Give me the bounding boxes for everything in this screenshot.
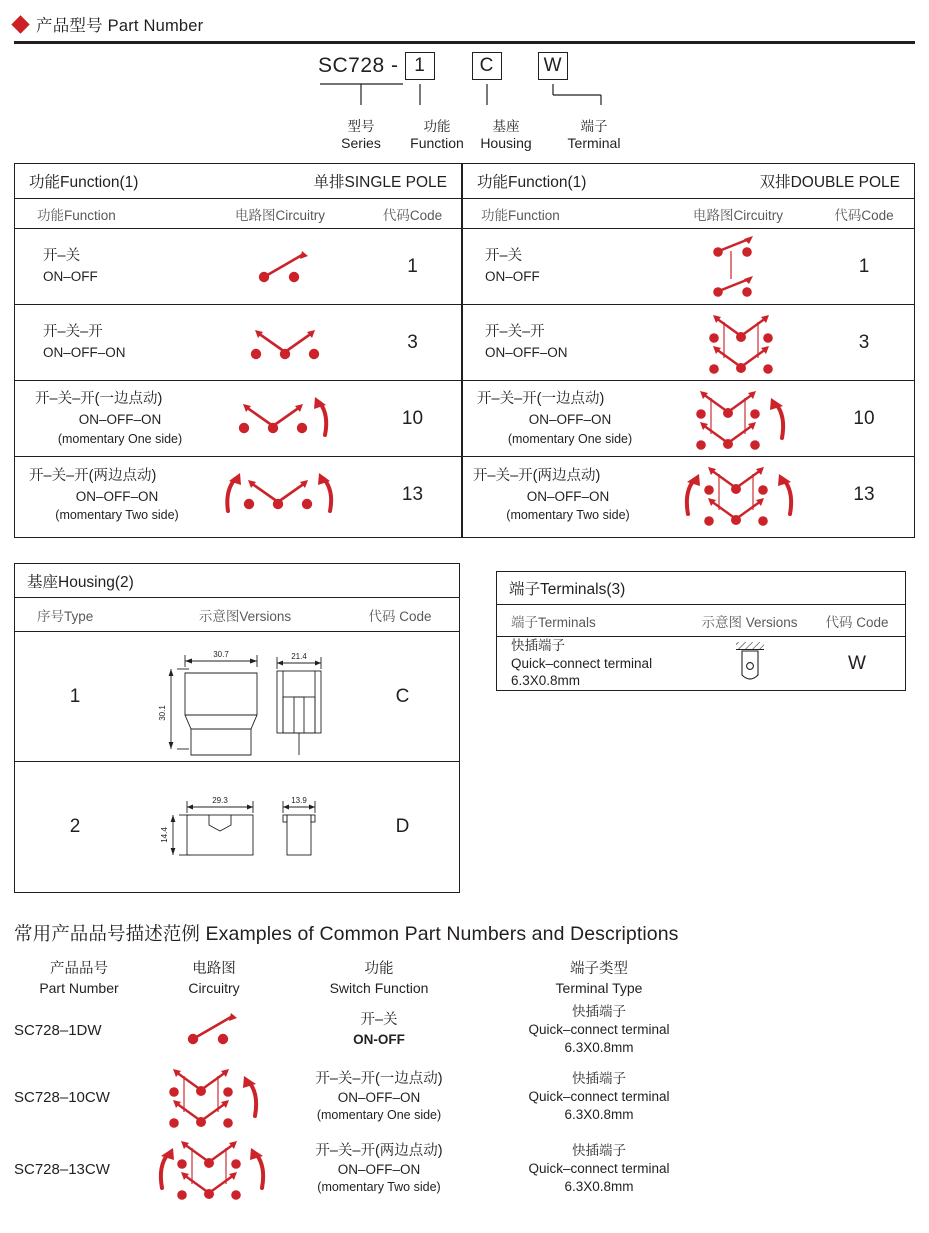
column-header-versions: 示意图Versions [198, 608, 292, 624]
function-label-en: ON–OFF [485, 269, 540, 285]
column-header-terminals: 端子Terminals [511, 614, 596, 630]
column-header-function: 功能Function [37, 207, 116, 223]
part-number-label-terminal: 端子 Terminal [567, 119, 621, 152]
table-column-headers [15, 199, 461, 229]
housing-drawing-type-2 [135, 777, 350, 877]
function-code: 1 [407, 255, 418, 277]
function-label-cn: 开–关 [43, 248, 81, 265]
housing-dim-side: 13.9 [290, 796, 307, 805]
column-header-versions: 示意图 Versions [701, 614, 798, 630]
function-label-en: ON–OFF–ON [526, 488, 610, 504]
function-label-cn: 开–关–开(一边点动) [477, 391, 605, 408]
terminal-size: 6.3X0.8mm [511, 673, 581, 689]
function-label-cn: 开–关–开(一边点动) [35, 391, 163, 408]
part-number-breakdown [318, 52, 648, 152]
examples-section [14, 920, 904, 1205]
table-column-headers [15, 598, 459, 632]
table-column-headers [463, 199, 914, 229]
function-code: 13 [401, 484, 424, 505]
example-row [14, 1133, 904, 1205]
section-header [14, 12, 915, 44]
function-label-note: (momentary One side) [507, 431, 633, 446]
column-header-circuitry: 电路图Circuitry [693, 207, 783, 223]
housing-code: C [395, 685, 410, 707]
column-header-switch-function: 功能 Switch Function [329, 961, 429, 996]
column-header-circuitry: 电路图 Circuitry [188, 961, 240, 996]
example-function: 开–关–开(两边点动) ON–OFF–ON (momentary Two side) [315, 1142, 443, 1195]
table-title [15, 564, 459, 598]
function-label-cn: 开–关–开 [485, 324, 545, 341]
table-row [15, 632, 459, 762]
function-label-en: ON–OFF–ON [43, 345, 126, 361]
housing-dim-height: 30.1 [157, 704, 167, 721]
circuit-diagram-double-on-off-on [663, 310, 818, 376]
column-header-type: 序号Type [37, 608, 94, 624]
part-number-label-housing: 基座 Housing [480, 119, 532, 152]
header-divider [14, 41, 915, 44]
function-label-cn: 开–关 [485, 248, 523, 265]
example-function: 开–关–开(一边点动) ON–OFF–ON (momentary One side) [315, 1070, 443, 1123]
function-label-en: ON–OFF–ON [78, 412, 162, 428]
function-code: 13 [853, 484, 875, 505]
example-function: 开–关 ON-OFF [353, 1012, 405, 1047]
function-label-en: ON–OFF [43, 269, 98, 285]
example-part-number: SC728–1DW [14, 1021, 102, 1039]
table-title [497, 572, 905, 605]
housing-dim-width: 29.3 [211, 796, 228, 805]
terminals-table [496, 571, 906, 691]
table-row [15, 229, 461, 305]
function-label-note: (momentary Two side) [55, 508, 179, 523]
example-part-number: SC728–13CW [14, 1160, 110, 1178]
column-header-part-number: 产品品号 Part Number [39, 961, 119, 996]
function-label-en: ON–OFF–ON [528, 412, 612, 428]
function-code: 10 [401, 407, 424, 429]
circuit-diagram-double-on-off [663, 235, 818, 299]
terminal-code: W [848, 652, 866, 674]
column-header-code: 代码Code [834, 207, 894, 223]
table-column-headers [497, 605, 905, 637]
column-header-function: 功能Function [481, 207, 560, 223]
example-row [14, 999, 904, 1061]
table-row [15, 762, 459, 892]
function-label-note: (momentary One side) [57, 431, 183, 446]
function-label-cn: 开–关–开 [43, 324, 103, 341]
part-number-label-series: 型号 Series [341, 119, 381, 152]
table-row [497, 637, 905, 690]
example-terminal: 快插端子 Quick–connect terminal 6.3X0.8mm [528, 1003, 670, 1056]
table-title-left: 功能Function(1) [477, 174, 587, 191]
housing-table [14, 563, 460, 893]
examples-title-cn: 常用产品品号描述范例 [14, 923, 201, 944]
table-title [15, 164, 461, 199]
examples-column-headers [14, 960, 904, 997]
part-number-leader-lines [318, 83, 648, 119]
function-code: 3 [407, 331, 418, 353]
table-row [463, 305, 914, 381]
housing-type: 2 [69, 816, 81, 837]
table-row [15, 381, 461, 457]
part-number-code-function: 1 [405, 52, 435, 80]
page-title: 产品型号 Part Number [36, 17, 204, 35]
diamond-bullet-icon [11, 15, 29, 33]
function-code: 1 [858, 255, 870, 277]
column-header-code: 代码 Code [368, 608, 432, 624]
circuit-diagram-on-off [205, 243, 365, 291]
column-header-circuitry: 电路图Circuitry [235, 207, 325, 223]
terminal-label-cn: 快插端子 [511, 637, 565, 653]
circuit-diagram-double-mom-two [663, 462, 818, 528]
table-title-left: 功能Function(1) [29, 174, 139, 191]
function-label-cn: 开–关–开(两边点动) [29, 467, 157, 484]
table-row [15, 305, 461, 381]
table-title-right: 单排SINGLE POLE [313, 174, 447, 191]
table-row [15, 457, 461, 533]
function-label-en: ON–OFF–ON [485, 345, 568, 361]
housing-dim-width: 30.7 [212, 649, 229, 659]
housing-dim-height: 14.4 [159, 827, 169, 843]
examples-title-en: Examples of Common Part Numbers and Descriptions [205, 923, 679, 945]
function-label-cn: 开–关–开(两边点动) [473, 467, 601, 484]
example-circuit-diagram [144, 1007, 284, 1053]
examples-title [14, 920, 904, 946]
example-terminal: 快插端子 Quick–connect terminal 6.3X0.8mm [528, 1070, 670, 1123]
function-code: 3 [858, 331, 870, 353]
example-circuit-diagram [144, 1062, 284, 1132]
housing-code: D [395, 816, 410, 837]
column-header-code: 代码Code [382, 207, 443, 223]
part-number-label-function: 功能 Function [410, 119, 464, 152]
table-row [463, 229, 914, 305]
table-row [463, 381, 914, 457]
housing-drawing-type-1 [135, 637, 350, 757]
column-header-code: 代码 Code [825, 614, 889, 630]
terminal-icon [687, 639, 812, 689]
terminals-title: 端子Terminals(3) [509, 581, 626, 598]
part-number-series: SC728 - [318, 54, 399, 77]
terminal-label-en: Quick–connect terminal [511, 655, 653, 671]
example-part-number: SC728–10CW [14, 1088, 110, 1106]
table-title [463, 164, 914, 199]
function-code: 10 [853, 407, 875, 429]
circuit-diagram-double-mom-one [663, 386, 818, 452]
table-row [463, 457, 914, 533]
part-number-code-terminal: W [538, 52, 568, 80]
example-terminal: 快插端子 Quick–connect terminal 6.3X0.8mm [528, 1142, 670, 1195]
circuit-diagram-on-off-on-mom-two [205, 467, 365, 523]
example-circuit-diagram [144, 1134, 284, 1204]
example-row [14, 1061, 904, 1133]
housing-title: 基座Housing(2) [27, 573, 134, 591]
function-label-en: ON–OFF–ON [75, 488, 159, 504]
column-header-terminal-type: 端子类型 Terminal Type [555, 961, 643, 996]
function-table-double-pole [462, 163, 915, 538]
function-table-single-pole [14, 163, 462, 538]
housing-type: 1 [69, 685, 81, 707]
housing-dim-side: 21.4 [290, 651, 307, 661]
part-number-code-housing: C [472, 52, 502, 80]
circuit-diagram-on-off-on [205, 319, 365, 367]
table-title-right: 双排DOUBLE POLE [759, 174, 900, 191]
function-label-note: (momentary Two side) [506, 508, 630, 523]
circuit-diagram-on-off-on-mom-one [205, 391, 365, 447]
